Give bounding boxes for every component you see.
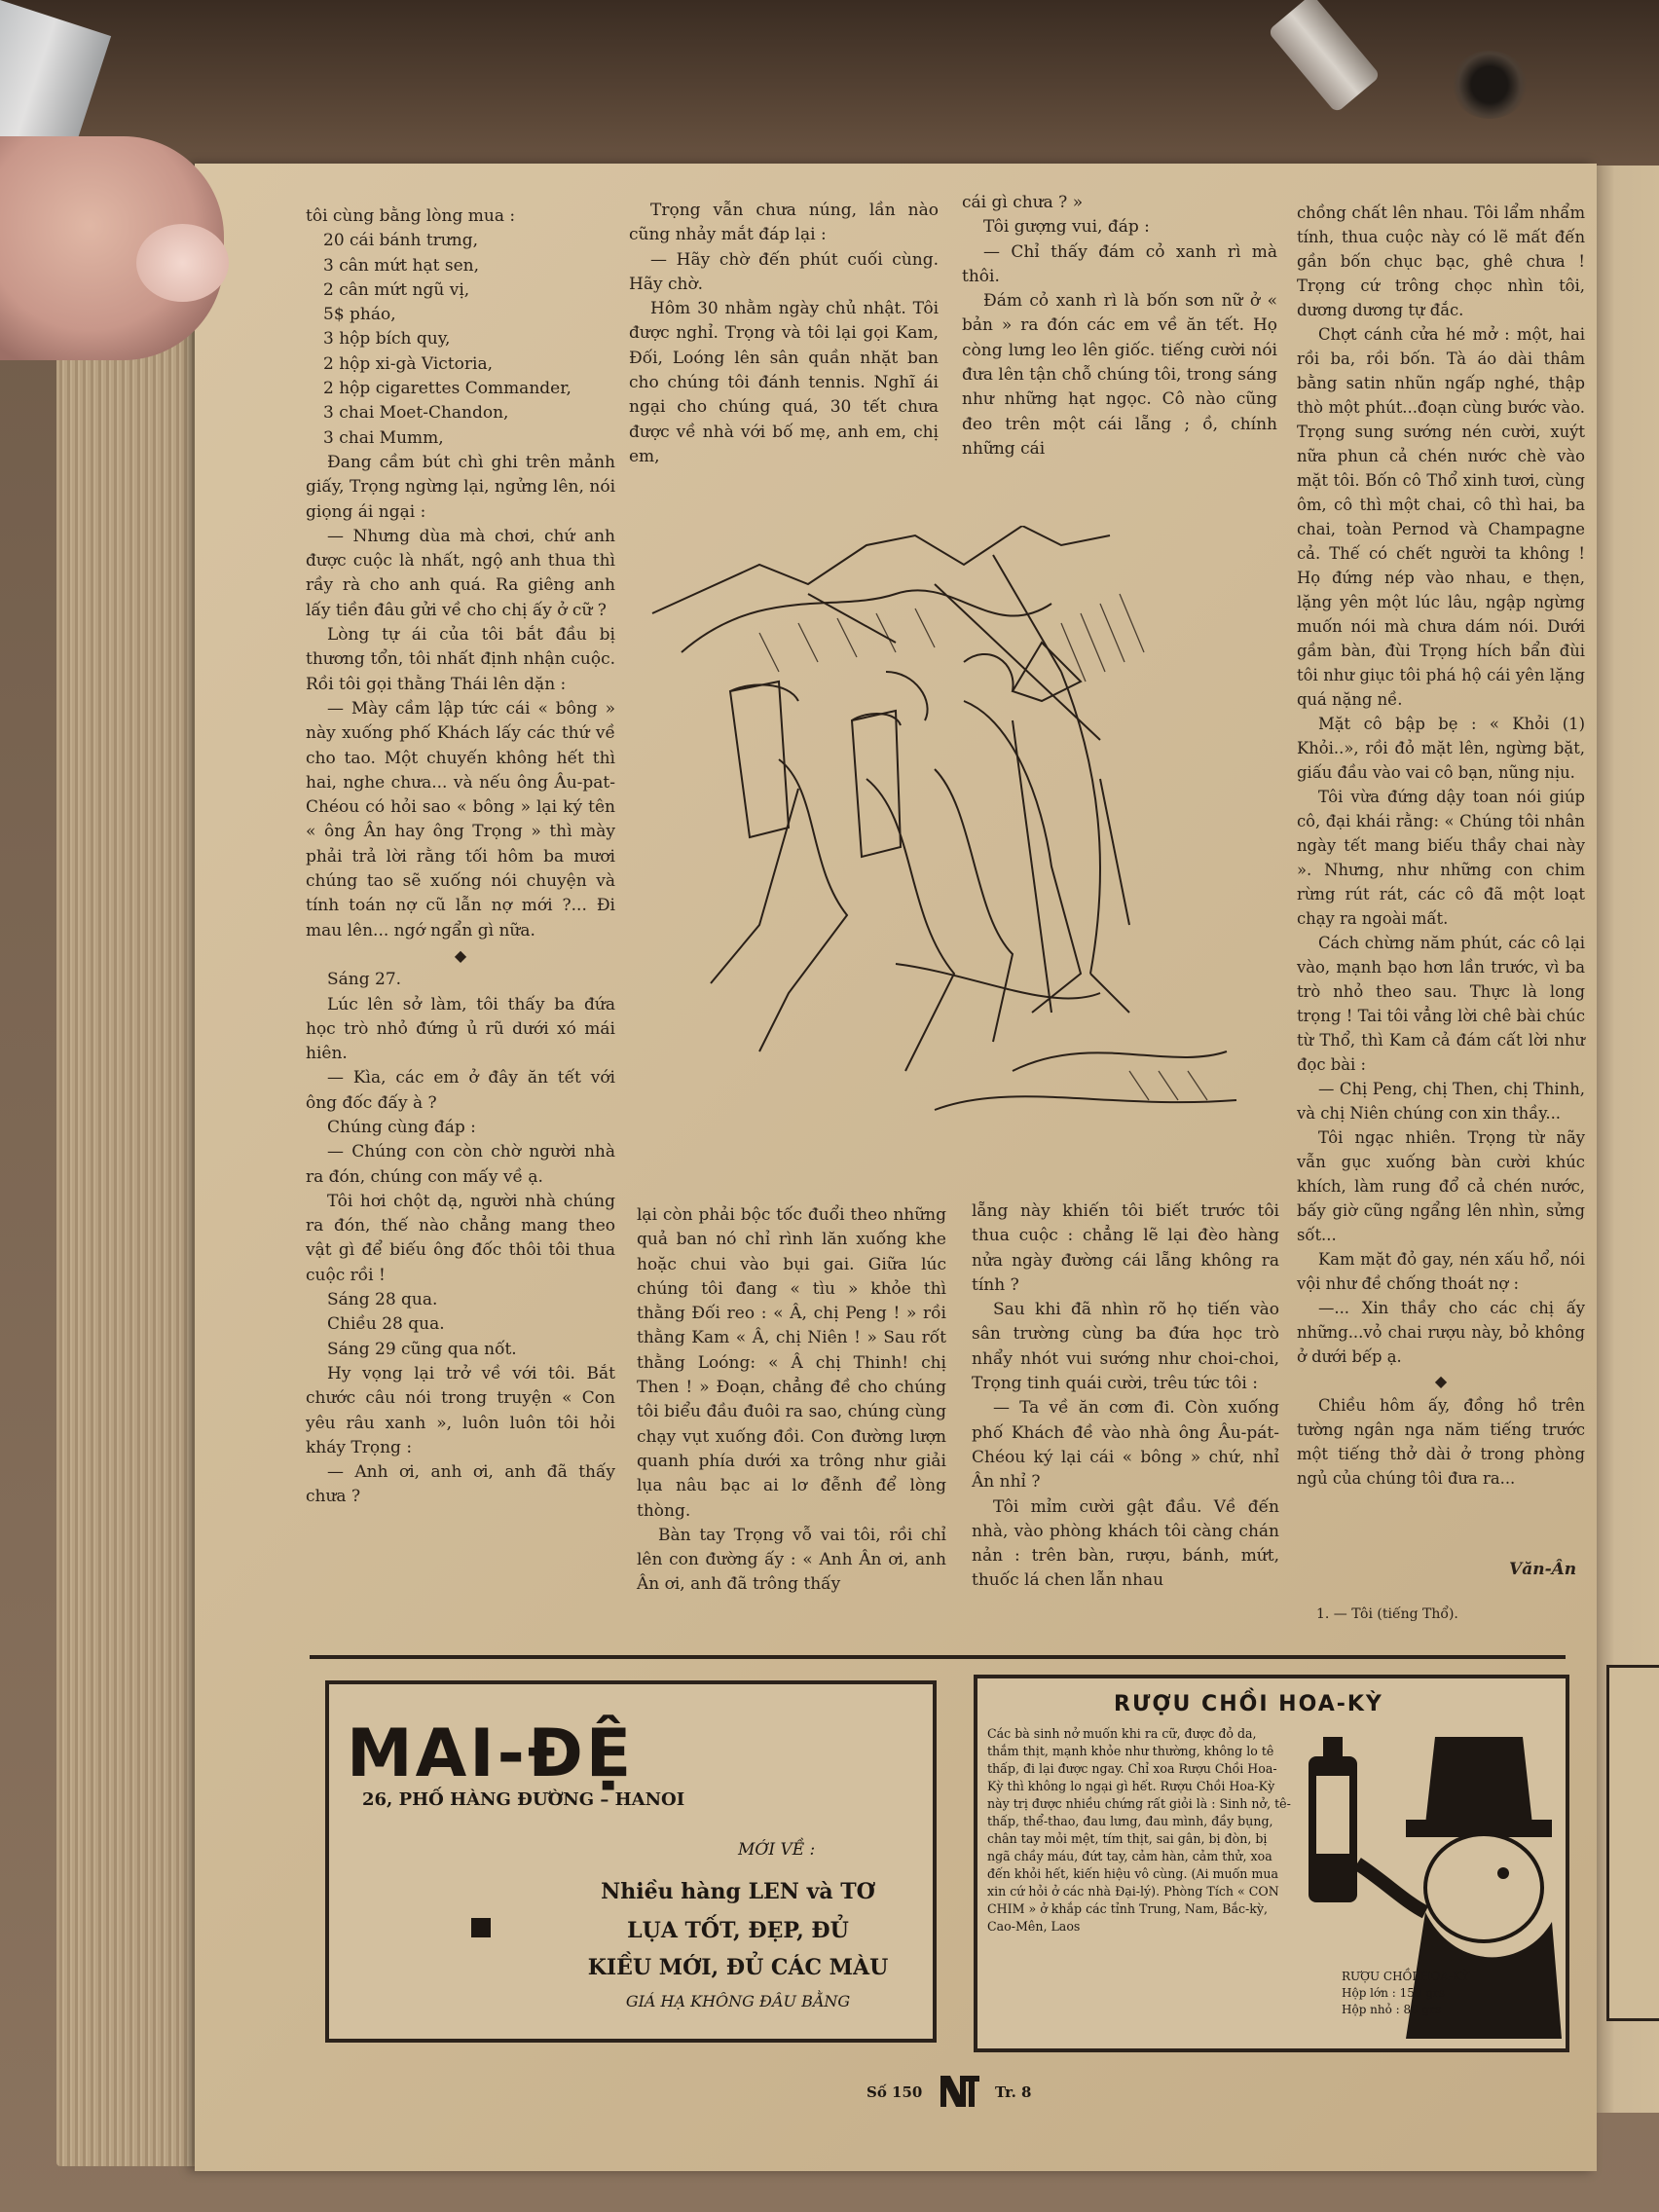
article-column-4 <box>1297 201 1585 1491</box>
paragraph: — Hãy chờ đến phút cuối cùng. Hãy chờ. <box>629 249 939 294</box>
paragraph: cái gì chưa ? » <box>962 193 1084 212</box>
ad-line-2: LỤA TỐT, ĐẸP, ĐỦ <box>627 1918 849 1943</box>
paragraph: Tôi hơi chột dạ, người nhà chúng ra đón, thế nào chẳng mang theo vật gì để biếu ông đốc thôi tôi thua cuộc rồi ! <box>306 1191 615 1285</box>
article-column-2-bottom <box>637 1203 946 1598</box>
paragraph: ◆ <box>454 945 467 965</box>
paragraph: Hôm 30 nhằm ngày chủ nhật. Tôi được nghỉ. Trọng và tôi lại gọi Kam, Đối, Loóng lên sân quần nhặt ban cho chúng tôi đánh tennis. Nghĩ ái ngại cho chúng quá, 30 tết chưa được về nhà với bố mẹ, anh em, chị em, <box>629 299 939 466</box>
paragraph: 3 chai Moet-Chandon, <box>323 403 509 424</box>
paragraph: ◆ <box>1434 1372 1448 1390</box>
paragraph: lại còn phải bộc tốc đuổi theo những quả ban nó chỉ rình lăn xuống khe hoặc chui vào bụi gai. Giữa lúc chúng tôi đang « tìu » khỏe thì thằng Đối reo : « Â, chị Peng ! » rồi thằng Kam « Â, chị Niên ! » Sau rốt thằng Loóng: « Â chị Thinh! chị Then ! » Đoạn, chẳng đề cho chúng tôi biểu đầu đuôi ra sao, chúng cùng chạy vụt xuống đồi. Con đường lượn quanh phía dưới xa trông như giải lụa nâu bạc ai lơ đễnh để lòng thòng. <box>637 1205 946 1521</box>
paragraph: 2 cân mứt ngũ vị, <box>323 279 470 300</box>
paragraph: Chợt cánh cửa hé mở : một, hai rồi ba, rồi bốn. Tà áo dài thâm bằng satin nhũn ngấp nghé, thập thò một phút...đoạn cùng bước vào. Trọng sung sướng nén cười, xuýt nữa phun cả chén nước chè vào mặt tôi. Bốn cô Thổ xinh tươi, cùng ôm, cô thì một chai, cô thì hai, ba chai, toàn Pernod và Champagne cả. Thế có chết người ta không ! Họ đứng nép vào nhau, e thẹn, lặng yên một lúc lâu, ngập ngừng muốn nói mà chưa dám nói. Dưới gầm bàn, đùi Trọng hích bẩn đùi tôi như giục tôi phá hộ cái yên lặng quá nặng nề. <box>1297 325 1585 709</box>
paragraph: Đang cầm bút chì ghi trên mảnh giấy, Trọng ngừng lại, ngửng lên, nói giọng ái ngại : <box>306 452 615 522</box>
bottle-label: RƯỢU CHỒI HOA-KỲ <box>1342 1970 1469 1983</box>
ad-title: RƯỢU CHỒI HOA-KỲ <box>1114 1692 1383 1716</box>
paragraph: Kam mặt đỏ gay, nén xấu hổ, nói vội như đề chống thoát nợ : <box>1297 1250 1585 1293</box>
article-column-3-top <box>962 191 1277 461</box>
paragraph: Tôi ngạc nhiên. Trọng từ nãy vẫn gục xuống bàn cười khúc khích, làm rung đổ cả chén nước, bấy giờ cũng ngẩng lên nhìn, sửng sốt... <box>1297 1128 1585 1244</box>
paragraph: Trọng vẫn chưa núng, lần nào cũng nhảy mắt đáp lại : <box>629 201 939 245</box>
paragraph: 2 hộp cigarettes Commander, <box>323 379 571 399</box>
paragraph: Tôi gượng vui, đáp : <box>983 217 1150 238</box>
footnote: 1. — Tôi (tiếng Thổ). <box>1316 1606 1458 1622</box>
paragraph: — Ta về ăn cơm đi. Còn xuống phố Khách đề vào nhà ông Âu-pát-Chéou ký lại cái « bông » chứ, nhỉ Ân nhỉ ? <box>972 1398 1279 1493</box>
paragraph: 3 cân mứt hạt sen, <box>323 255 479 276</box>
binder-cover <box>0 0 1659 170</box>
paragraph: Sau khi đã nhìn rõ họ tiến vào sân trường cùng ba đứa học trò nhẩy nhót vui sướng như choi-choi, Trọng tinh quái cười, trêu tức tôi : <box>972 1300 1279 1394</box>
paragraph: 3 chai Mumm, <box>323 427 444 448</box>
paragraph: Cách chừng năm phút, các cô lại vào, mạnh bạo hơn lần trước, vì ba trò nhỏ theo sau. Thực là long trọng ! Tai tôi vẳng lời chê bài chúc từ Thổ, thì Kam cả đám cất lời như đọc bài : <box>1297 934 1585 1074</box>
paragraph: — Nhưng dùa mà chơi, chứ anh được cuộc là nhất, ngộ anh thua thì rầy rà cho anh quá. Ra giêng anh lấy tiền đâu gửi về cho chị ấy ở cữ ? <box>306 526 615 620</box>
page-number: Tr. 8 <box>995 2083 1032 2101</box>
price-large: Hộp lớn : 150 grs <box>1342 1986 1445 2000</box>
article-column-1 <box>306 204 615 1510</box>
paragraph: 2 hộp xi-gà Victoria, <box>323 353 493 374</box>
paragraph: lẵng này khiến tôi biết trước tôi thua cuộc : chẳng lẽ lại đèo hàng nửa ngày đường cái lẵng không ra tính ? <box>972 1201 1279 1295</box>
author-signature: Văn-Ân <box>1509 1560 1577 1579</box>
ad-line-4: GIÁ HẠ KHÔNG ĐÂU BẰNG <box>625 1992 851 2010</box>
paragraph: —... Xin thầy cho các chị ấy những...vỏ chai rượu này, bỏ không ở dưới bếp ạ. <box>1297 1299 1585 1366</box>
paragraph: Tôi vừa đứng dậy toan nói giúp cô, đại khái rằng: « Chúng tôi nhân ngày tết mang biếu thầy chai này ». Nhưng, như những con chim rừng rút rát, các cô đã một loạt chạy ra ngoài mất. <box>1297 788 1585 928</box>
paragraph: 20 cái bánh trưng, <box>323 231 478 251</box>
issue-number: Số 150 <box>866 2083 923 2101</box>
facing-page-ad-edge <box>1606 1665 1659 2021</box>
paragraph: Sáng 28 qua. <box>327 1290 438 1310</box>
paragraph: Chiều hôm ấy, đồng hồ trên tường ngân nga năm tiếng trước một tiếng thở dài ở trong phòng ngủ của chúng tôi đưa ra... <box>1297 1396 1585 1488</box>
article-column-2-top <box>629 199 939 469</box>
ad-caption <box>1342 1969 1469 2018</box>
paragraph: Chiều 28 qua. <box>327 1314 445 1335</box>
paragraph: Bàn tay Trọng vỗ vai tôi, rồi chỉ lên con đường ấy : « Anh Ân ơi, anh Ân ơi, anh đã trông thấy <box>637 1525 946 1595</box>
paragraph: tôi cùng bằng lòng mua : <box>306 206 516 226</box>
paragraph: — Chỉ thấy đám cỏ xanh rì mà thôi. <box>962 241 1277 286</box>
ad-brand: MAI-ĐỆ <box>347 1715 635 1792</box>
binder-ring <box>1451 51 1529 119</box>
paragraph: 5$ pháo, <box>323 305 396 325</box>
paragraph: Đám cỏ xanh rì là bốn sơn nữ ở « bản » ra đón các em về ăn tết. Họ còng lưng leo lên giốc. tiếng cười nói đưa lên tận chỗ chúng tôi, trong sáng như những hạt ngọc. Cô nào cũng đeo trên một cái lẵng ; ồ, chính những cái <box>962 291 1277 459</box>
paragraph: — Mày cầm lập tức cái « bông » này xuống phố Khách lấy các thứ về cho tao. Một chuyến không hết thì hai, nghe chưa... và nếu ông Âu-pat-Chéou có hỏi sao « bông » lại ký tên « ông Ân hay ông Trọng » thì mày phải trả lời rằng tối hôm ba mươi chúng tao sẽ xuống nói chuyện và tính toán nợ cũ lẫn nợ mới ?... Đi mau lên... ngớ ngẩn gì nữa. <box>306 698 615 940</box>
paragraph: Mặt cô bập bẹ : « Khỏi (1) Khỏi..», rồi đỏ mặt lên, ngừng bặt, giấu đầu vào vai cô bạn, nũng nịu. <box>1297 715 1585 782</box>
paragraph: — Kìa, các em ở đây ăn tết với ông đốc đấy à ? <box>306 1068 615 1113</box>
paragraph: Sáng 29 cũng qua nốt. <box>327 1339 517 1359</box>
paragraph: chồng chất lên nhau. Tôi lẩm nhẩm tính, thua cuộc này có lẽ mất đến gần bốn chục bạc, ghê chưa ! Trọng cứ trông chọc nhìn tôi, dương dương tự đắc. <box>1297 203 1585 319</box>
ad-line-3: KIỀU MỚI, ĐỦ CÁC MÀU <box>587 1955 889 1980</box>
paragraph: — Anh ơi, anh ơi, anh đã thấy chưa ? <box>306 1462 615 1507</box>
paragraph: 3 hộp bích quy, <box>323 329 451 350</box>
ad-address: 26, PHỐ HÀNG ĐƯỜNG – HANOI <box>362 1789 685 1810</box>
price-small: Hộp nhỏ : 80 grs <box>1342 2003 1442 2016</box>
paragraph: — Chúng con còn chờ người nhà ra đón, chúng con mấy về ạ. <box>306 1142 615 1187</box>
paragraph: Lòng tự ái của tôi bắt đầu bị thương tổn, tôi nhất định nhận cuộc. Rồi tôi gọi thằng Thái lên dặn : <box>306 625 615 694</box>
ad-body: Các bà sinh nở muốn khi ra cữ, được đỏ da, thắm thịt, mạnh khỏe như thường, không lo tê thấp, đi lại được ngay. Chỉ xoa Rượu Chồi Hoa-Kỳ thì không lo ngại gì hết. Rượu Chồi Hoa-Kỳ này trị được nhiều chứng rất giỏi là : Sinh nở, tê-thấp, thể-thao, đau lưng, đau mình, đầy bụng, chân tay mỏi mệt, tím thịt, sai gân, bị đòn, bị ngã chầy máu, đứt tay, cảm hàn, cảm thử, xoa đến khỏi hết, kiến hiệu vô cùng. (Ai muốn mua xin cứ hỏi ở các nhà Đại-lý). Phòng Tích « CON CHIM » ở khắp các tỉnh Trung, Nam, Bắc-kỳ, Cao-Mên, Laos <box>987 1726 1291 1934</box>
ad-ruou-choi <box>974 1675 1569 2052</box>
ad-mai-de <box>325 1680 937 2043</box>
paragraph: Chúng cùng đáp : <box>327 1117 476 1137</box>
paragraph: Hy vọng lại trở về với tôi. Bắt chước câu nói trong truyện « Con yêu râu xanh », luôn luôn tôi hỏi kháy Trọng : <box>306 1363 615 1457</box>
ngay-nay-logo-icon <box>937 2072 981 2111</box>
mountain-hikers-illustration <box>643 526 1266 1139</box>
bullet-square-icon <box>471 1918 491 1937</box>
paragraph: Lúc lên sở làm, tôi thấy ba đứa học trò nhỏ đứng ủ rũ dưới xó mái hiên. <box>306 994 615 1064</box>
paragraph: — Chị Peng, chị Then, chị Thinh, và chị Niên chúng con xin thầy... <box>1297 1080 1585 1123</box>
ad-new-arrival: MỚI VỀ : <box>738 1840 816 1860</box>
ad-line-1: Nhiều hàng LEN và TƠ <box>601 1879 875 1904</box>
paragraph: Tôi mỉm cười gật đầu. Về đến nhà, vào phòng khách tôi càng chán nản : trên bàn, rượu, bánh, mứt, thuốc lá chen lẫn nhau <box>972 1496 1279 1591</box>
thumbnail <box>136 224 229 302</box>
paragraph: Sáng 27. <box>327 970 402 990</box>
article-column-3-bottom <box>972 1199 1279 1594</box>
section-divider <box>310 1655 1566 1659</box>
